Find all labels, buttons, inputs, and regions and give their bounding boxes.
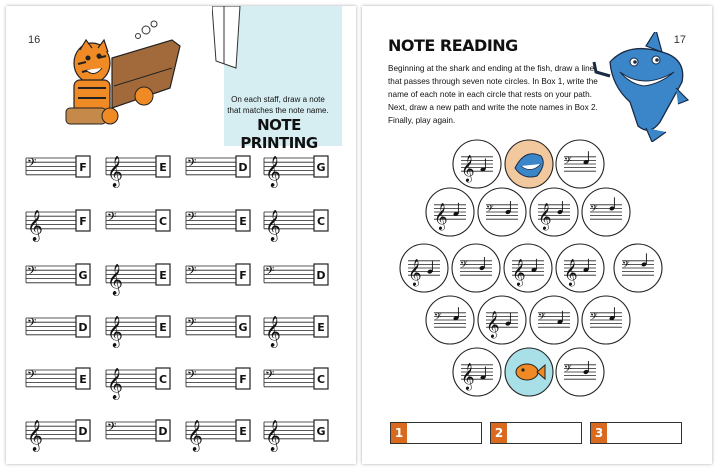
note-exercise[interactable]: [264, 368, 328, 389]
note-name-label: E: [239, 425, 247, 438]
treble-clef-icon: 𝄞: [538, 204, 552, 231]
left-instructions: On each staff, draw a note that matches the note name.: [227, 95, 329, 115]
note-exercise[interactable]: [186, 316, 250, 337]
note-exercise[interactable]: [26, 368, 90, 389]
bass-clef-icon: 𝄢: [460, 259, 468, 274]
bass-clef-icon: 𝄢: [265, 368, 275, 385]
note-name-label: F: [79, 215, 87, 228]
answer-box-number: 3: [591, 423, 607, 443]
bass-clef-icon: 𝄢: [564, 155, 572, 170]
page-number-right: 17: [673, 34, 686, 46]
treble-clef-icon: 𝄞: [265, 315, 281, 347]
bass-clef-icon: 𝄢: [434, 311, 442, 326]
note-circle[interactable]: [400, 244, 448, 292]
note-exercise[interactable]: [264, 209, 328, 242]
note-name-label: E: [159, 161, 167, 174]
note-circle[interactable]: [582, 188, 630, 236]
note-exercise[interactable]: [26, 209, 90, 242]
bass-clef-icon: 𝄢: [107, 210, 117, 227]
note-name-label: G: [316, 425, 326, 438]
treble-clef-icon: 𝄞: [107, 155, 123, 187]
bass-clef-icon: 𝄢: [590, 311, 598, 326]
bass-clef-icon: 𝄢: [187, 264, 197, 281]
treble-clef-icon: 𝄞: [461, 364, 475, 391]
note-name-label: D: [78, 321, 88, 334]
note-circle[interactable]: [582, 296, 630, 344]
note-exercise[interactable]: [186, 368, 250, 389]
page-title-note-reading: NOTE READING: [388, 36, 518, 55]
note-name-label: G: [316, 161, 326, 174]
bass-clef-icon: 𝄢: [187, 156, 197, 173]
bass-clef-icon: 𝄢: [590, 203, 598, 218]
note-name-label: E: [317, 321, 325, 334]
bass-clef-icon: 𝄢: [564, 363, 572, 378]
left-page: [6, 6, 356, 464]
note-name-label: D: [238, 161, 248, 174]
note-name-label: D: [158, 425, 168, 438]
treble-clef-icon: 𝄞: [461, 156, 475, 183]
bass-clef-icon: 𝄢: [27, 156, 37, 173]
note-circle[interactable]: [556, 244, 604, 292]
treble-clef-icon: 𝄞: [512, 260, 526, 287]
note-exercise[interactable]: [106, 263, 170, 296]
note-circle[interactable]: [426, 296, 474, 344]
bass-clef-icon: 𝄢: [27, 368, 37, 385]
note-circle[interactable]: [505, 348, 553, 396]
note-name-label: C: [158, 215, 168, 228]
treble-clef-icon: 𝄞: [187, 419, 203, 451]
bass-clef-icon: 𝄢: [622, 259, 630, 274]
bass-clef-icon: 𝄢: [187, 368, 197, 385]
note-exercise[interactable]: [26, 156, 90, 177]
note-name-label: E: [159, 269, 167, 282]
note-exercise[interactable]: [186, 156, 250, 177]
note-exercise[interactable]: [264, 155, 328, 188]
treble-clef-icon: 𝄞: [27, 419, 43, 451]
treble-clef-icon: 𝄞: [265, 209, 281, 241]
note-exercise[interactable]: [264, 419, 328, 452]
note-exercise[interactable]: [26, 316, 90, 337]
bass-clef-icon: 𝄢: [486, 203, 494, 218]
note-name-label: E: [239, 215, 247, 228]
bass-clef-icon: 𝄢: [27, 316, 37, 333]
treble-clef-icon: 𝄞: [434, 204, 448, 231]
note-name-label: C: [158, 373, 168, 386]
note-circle[interactable]: [478, 296, 526, 344]
fish-icon: [516, 364, 538, 380]
treble-clef-icon: 𝄞: [107, 315, 123, 347]
note-circle[interactable]: [426, 188, 474, 236]
note-exercise[interactable]: [26, 419, 90, 452]
treble-clef-icon: 𝄞: [265, 155, 281, 187]
note-exercise[interactable]: [106, 420, 170, 441]
note-circle[interactable]: [530, 296, 578, 344]
note-name-label: E: [79, 373, 87, 386]
note-name-label: F: [79, 161, 87, 174]
note-exercise[interactable]: [106, 367, 170, 400]
bass-clef-icon: 𝄢: [538, 311, 546, 326]
note-name-label: G: [238, 321, 248, 334]
note-circle[interactable]: [453, 140, 501, 188]
note-exercise[interactable]: [106, 315, 170, 348]
note-name-label: F: [239, 269, 247, 282]
treble-clef-icon: 𝄞: [107, 263, 123, 295]
note-exercise[interactable]: [186, 210, 250, 231]
note-exercise[interactable]: [186, 419, 250, 452]
note-printing-grid: [6, 6, 356, 464]
bass-clef-icon: 𝄢: [27, 264, 37, 281]
treble-clef-icon: 𝄞: [27, 209, 43, 241]
page-number-left: 16: [28, 34, 41, 46]
bass-clef-icon: 𝄢: [107, 420, 117, 437]
right-page: [362, 6, 712, 464]
treble-clef-icon: 𝄞: [107, 367, 123, 399]
note-name-label: E: [159, 321, 167, 334]
note-circle[interactable]: [556, 140, 604, 188]
note-exercise[interactable]: [106, 210, 170, 231]
fish-eye: [521, 368, 524, 371]
note-circle[interactable]: [556, 348, 604, 396]
note-name-label: F: [239, 373, 247, 386]
note-exercise[interactable]: [106, 155, 170, 188]
note-exercise[interactable]: [264, 264, 328, 285]
answer-box-number: 1: [391, 423, 407, 443]
note-circle[interactable]: [453, 348, 501, 396]
note-circle[interactable]: [505, 140, 553, 188]
answer-box-3[interactable]: [590, 422, 682, 444]
note-exercise[interactable]: [26, 264, 90, 285]
treble-clef-icon: 𝄞: [486, 312, 500, 339]
note-exercise[interactable]: [264, 315, 328, 348]
answer-box-number: 2: [491, 423, 507, 443]
note-circle[interactable]: [504, 244, 552, 292]
note-name-label: C: [316, 373, 326, 386]
right-instructions: Beginning at the shark and ending at the fish, draw a line that passes through seven note circles. In Box 1, write the name of each note in each circle that rests on your path. Next, draw a new path and write the note names in Box 2. Finally, play again.: [388, 64, 598, 125]
note-name-label: C: [316, 215, 326, 228]
treble-clef-icon: 𝄞: [265, 419, 281, 451]
note-circle[interactable]: [452, 244, 500, 292]
note-name-label: D: [316, 269, 326, 282]
note-name-label: D: [78, 425, 88, 438]
page-title-note-printing: NOTE PRINTING: [240, 116, 318, 152]
treble-clef-icon: 𝄞: [564, 260, 578, 287]
note-name-label: G: [78, 269, 88, 282]
note-circle-maze: [362, 6, 712, 464]
note-circle[interactable]: [614, 244, 662, 292]
note-circle[interactable]: [478, 188, 526, 236]
bass-clef-icon: 𝄢: [265, 264, 275, 281]
answer-box-2[interactable]: [490, 422, 582, 444]
treble-clef-icon: 𝄞: [408, 260, 422, 287]
bass-clef-icon: 𝄢: [187, 316, 197, 333]
answer-box-1[interactable]: [390, 422, 482, 444]
bass-clef-icon: 𝄢: [187, 210, 197, 227]
note-circle[interactable]: [530, 188, 578, 236]
note-exercise[interactable]: [186, 264, 250, 285]
